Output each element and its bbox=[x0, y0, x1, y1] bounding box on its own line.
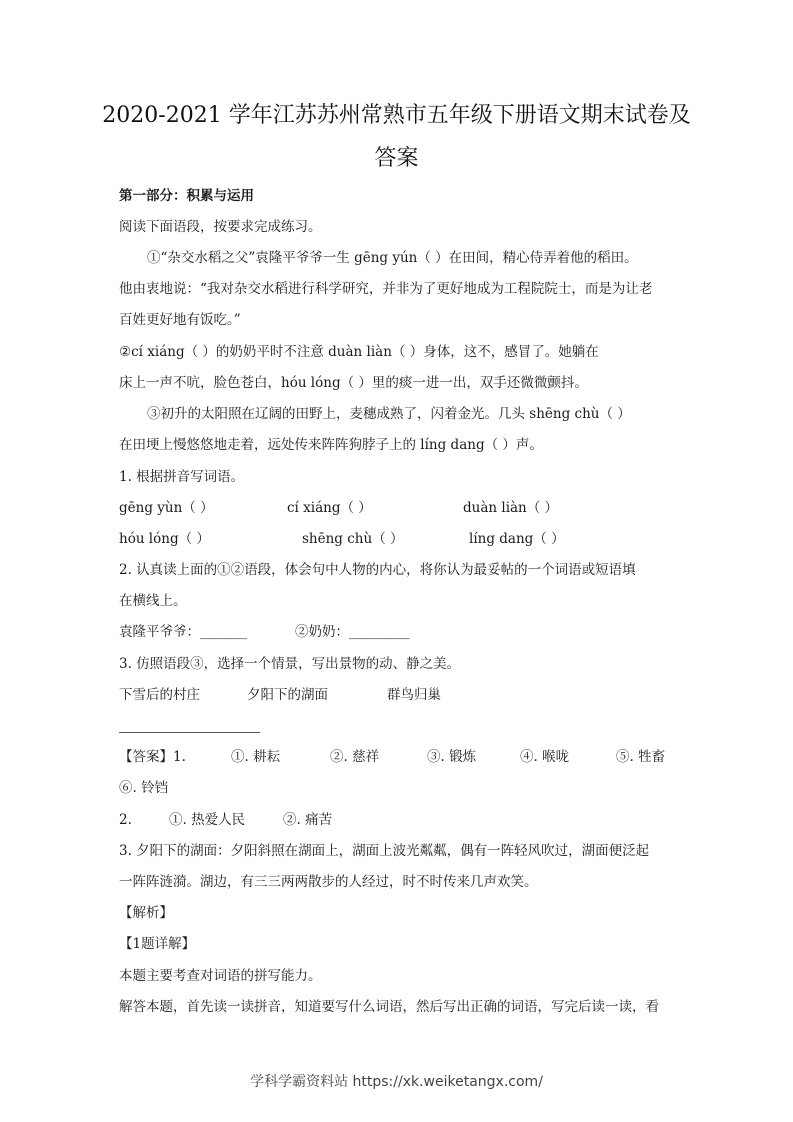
answer-item: ①. 耕耘 bbox=[231, 749, 281, 765]
passage-paragraph-1-line-2: 他由衷地说：“我对杂交水稻进行科学研究，并非为了更好地成为工程院院士，而是为让老 bbox=[119, 281, 653, 297]
option-item: 下雪后的村庄 bbox=[119, 687, 200, 703]
document-title-line1: 2020-2021 学年江苏苏州常熟市五年级下册语文期末试卷及 bbox=[102, 103, 691, 128]
pinyin-item: cí xiáng（ ） bbox=[287, 500, 372, 516]
answer-item: ③. 锻炼 bbox=[427, 749, 477, 765]
passage-paragraph-1-line-1: ①“杂交水稻之父”袁隆平爷爷一生 gēng yún（ ）在田间，精心侍弄着他的稻田。 bbox=[147, 250, 638, 266]
answer-item: ②. 痛苦 bbox=[283, 812, 333, 828]
document-title-line2: 答案 bbox=[374, 146, 419, 171]
blank-grandpa-yuan: 袁隆平爷爷：_______ bbox=[119, 624, 248, 640]
answer-item: ④. 喉咙 bbox=[520, 749, 570, 765]
pinyin-item: duàn liàn（ ） bbox=[463, 500, 559, 516]
section-heading: 第一部分：积累与运用 bbox=[119, 188, 254, 204]
pinyin-item: líng dang（ ） bbox=[469, 531, 565, 547]
answer-item: ⑤. 牲畜 bbox=[616, 749, 666, 765]
answer-1-item-6: ⑥. 铃铛 bbox=[119, 780, 169, 796]
question-1-stem: 1. 根据拼音写词语。 bbox=[119, 469, 245, 485]
passage-paragraph-3-line-2: 在田埂上慢悠悠地走着，远处传来阵阵狗脖子上的 líng dang（ ）声。 bbox=[119, 437, 543, 453]
pinyin-item: hóu lóng（ ） bbox=[119, 531, 210, 547]
reading-instruction: 阅读下面语段，按要求完成练习。 bbox=[119, 219, 322, 235]
question-3-stem: 3. 仿照语段③，选择一个情景，写出景物的动、静之美。 bbox=[119, 656, 461, 672]
question-2-stem-line-1: 2. 认真读上面的①②语段，体会句中人物的内心，将你认为最妥帖的一个词语或短语填 bbox=[119, 562, 636, 578]
passage-paragraph-2-line-2: 床上一声不吭，脸色苍白，hóu lóng（ ）里的痰一进一出，双手还微微颤抖。 bbox=[119, 375, 588, 391]
option-item: 夕阳下的湖面 bbox=[247, 687, 328, 703]
option-item: 群鸟归巢 bbox=[387, 687, 441, 703]
answer-label: 【答案】1. bbox=[119, 749, 186, 765]
analysis-subheading: 【1题详解】 bbox=[119, 936, 196, 952]
passage-paragraph-3-line-1: ③初升的太阳照在辽阔的田野上，麦穗成熟了，闪着金光。几头 shēng chù（ ） bbox=[147, 406, 631, 422]
analysis-line-1: 本题主要考查对词语的拼写能力。 bbox=[119, 968, 322, 984]
separator-line bbox=[119, 732, 260, 733]
question-2-stem-line-2: 在横线上。 bbox=[119, 593, 187, 609]
answer-number: 2. bbox=[119, 812, 132, 828]
answer-item: ②. 慈祥 bbox=[330, 749, 380, 765]
passage-paragraph-2-line-1: ②cí xiáng（ ）的奶奶平时不注意 duàn liàn（ ）身体，这不，感冒了。她躺在 bbox=[119, 344, 599, 360]
blank-grandma: ②奶奶：_________ bbox=[295, 624, 410, 640]
answer-3-line-2: 一阵阵涟漪。湖边，有三三两两散步的人经过，时不时传来几声欢笑。 bbox=[119, 874, 538, 890]
pinyin-item: shēng chù（ ） bbox=[302, 531, 404, 547]
answer-3-line-1: 3. 夕阳下的湖面：夕阳斜照在湖面上，湖面上波光粼粼，偶有一阵轻风吹过，湖面便泛起 bbox=[119, 843, 650, 859]
analysis-line-2: 解答本题，首先读一读拼音，知道要写什么词语，然后写出正确的词语，写完后读一读，看 bbox=[119, 999, 659, 1015]
footer-watermark: 学科学霸资料站 https://xk.weiketangx.com/ bbox=[250, 1074, 543, 1090]
pinyin-item: gēng yùn（ ） bbox=[119, 500, 214, 516]
analysis-label: 【解析】 bbox=[119, 905, 173, 921]
answer-item: ①. 热爱人民 bbox=[169, 812, 246, 828]
passage-paragraph-1-line-3: 百姓更好地有饭吃。” bbox=[119, 312, 241, 328]
